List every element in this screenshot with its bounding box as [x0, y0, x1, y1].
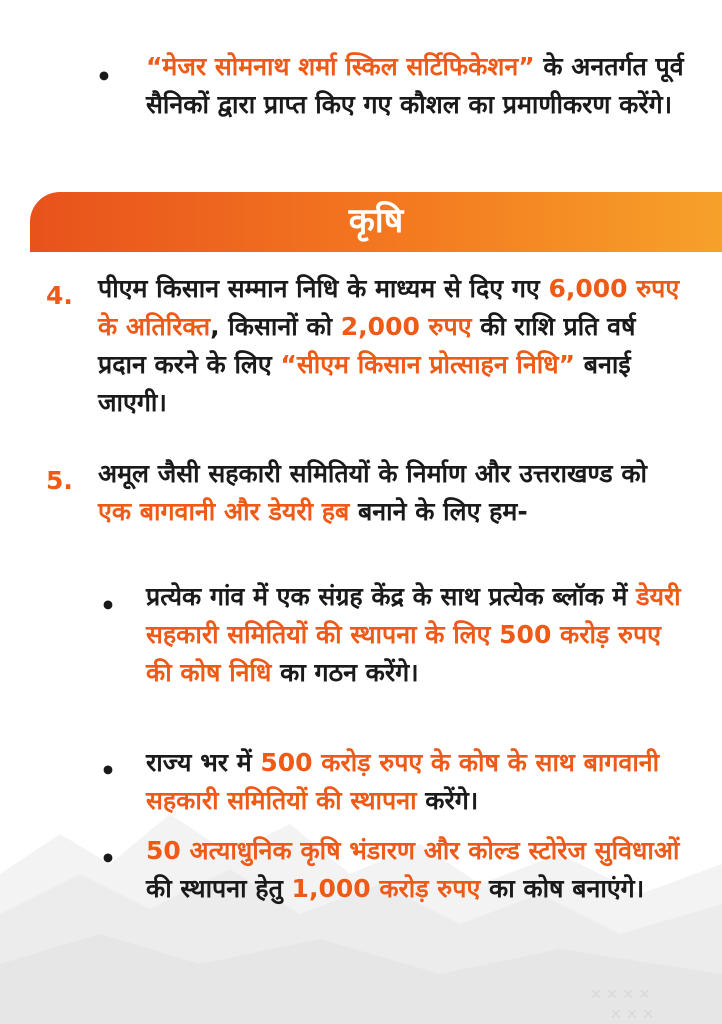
bullet-dot: • [100, 756, 116, 785]
point-5-text-2: बनाने के लिए हम- [349, 497, 528, 526]
point-4-text-3: की राशि प्रति वर्ष प्रदान करने के लिए [98, 312, 636, 379]
sub-bullet-1-text-2: का गठन करेंगे। [271, 658, 419, 687]
intro-text: के अनतर्गत पूर्व सैनिकों द्वारा प्राप्त किए गए कौशल का प्रमाणीकरण करेंगे। [146, 52, 684, 119]
bullet-dot: • [100, 591, 116, 620]
point-4-text-4: बनाई जाएगी। [98, 350, 631, 417]
sub-bullet-2-text-2: करेंगे। [416, 786, 479, 815]
point-4-text-2: , किसानों को [210, 312, 341, 341]
intro-paragraph [146, 48, 691, 124]
sub-bullet-3-text-1: की स्थापना हेतु [146, 874, 292, 903]
sub-bullet-2-text-1: राज्य भर में [146, 748, 261, 777]
point-number-5: 5. [46, 466, 73, 495]
point-4-text-1: पीएम किसान सम्मान निधि के माध्यम से दिए गए [98, 274, 549, 303]
sub-bullet-2-paragraph [146, 744, 691, 820]
sub-bullet-3-paragraph [146, 832, 691, 908]
section-title: कृषि [348, 201, 404, 241]
bullet-dot: • [96, 62, 112, 91]
point-4-highlight-1: 6,000 रुपए के अतिरिक्त [98, 274, 680, 341]
sub-bullet-3-highlight-2: 1,000 करोड़ रुपए [291, 874, 481, 903]
bullet-dot: • [100, 844, 116, 873]
sub-bullet-1-paragraph [146, 578, 691, 692]
sub-bullet-1-text-1: प्रत्येक गांव में एक संग्रह केंद्र के साथ प्रत्येक ब्लॉक में [146, 582, 637, 611]
svg-text:✕ ✕ ✕: ✕ ✕ ✕ [610, 1007, 655, 1023]
sub-bullet-2-highlight: 500 करोड़ रुपए के कोष के साथ बागवानी सहकारी समितियों की स्थापना [146, 748, 660, 815]
point-4-highlight-3: “सीएम किसान प्रोत्साहन निधि” [280, 350, 576, 379]
section-banner [30, 192, 722, 252]
point-number-4: 4. [46, 281, 73, 310]
sub-bullet-3-text-2: का कोष बनाएंगे। [480, 874, 645, 903]
point-5-text-1: अमूल जैसी सहकारी समितियों के निर्माण और उत्तराखण्ड को [98, 459, 648, 488]
sub-bullet-1-highlight: डेयरी सहकारी समितियों की स्थापना के लिए 500 करोड़ रुपए की कोष निधि [146, 582, 681, 687]
point-4-paragraph [98, 270, 688, 422]
sub-bullet-3-highlight-1: 50 अत्याधुनिक कृषि भंडारण और कोल्ड स्टोरेज सुविधाओं [146, 836, 680, 865]
point-5-paragraph [98, 455, 688, 531]
point-4-highlight-2: 2,000 रुपए [340, 312, 472, 341]
svg-text:✕ ✕ ✕ ✕: ✕ ✕ ✕ ✕ [590, 987, 651, 1003]
intro-highlight: “मेजर सोमनाथ शर्मा स्किल सर्टिफिकेशन” [146, 52, 535, 81]
point-5-highlight-1: एक बागवानी और डेयरी हब [98, 497, 350, 526]
